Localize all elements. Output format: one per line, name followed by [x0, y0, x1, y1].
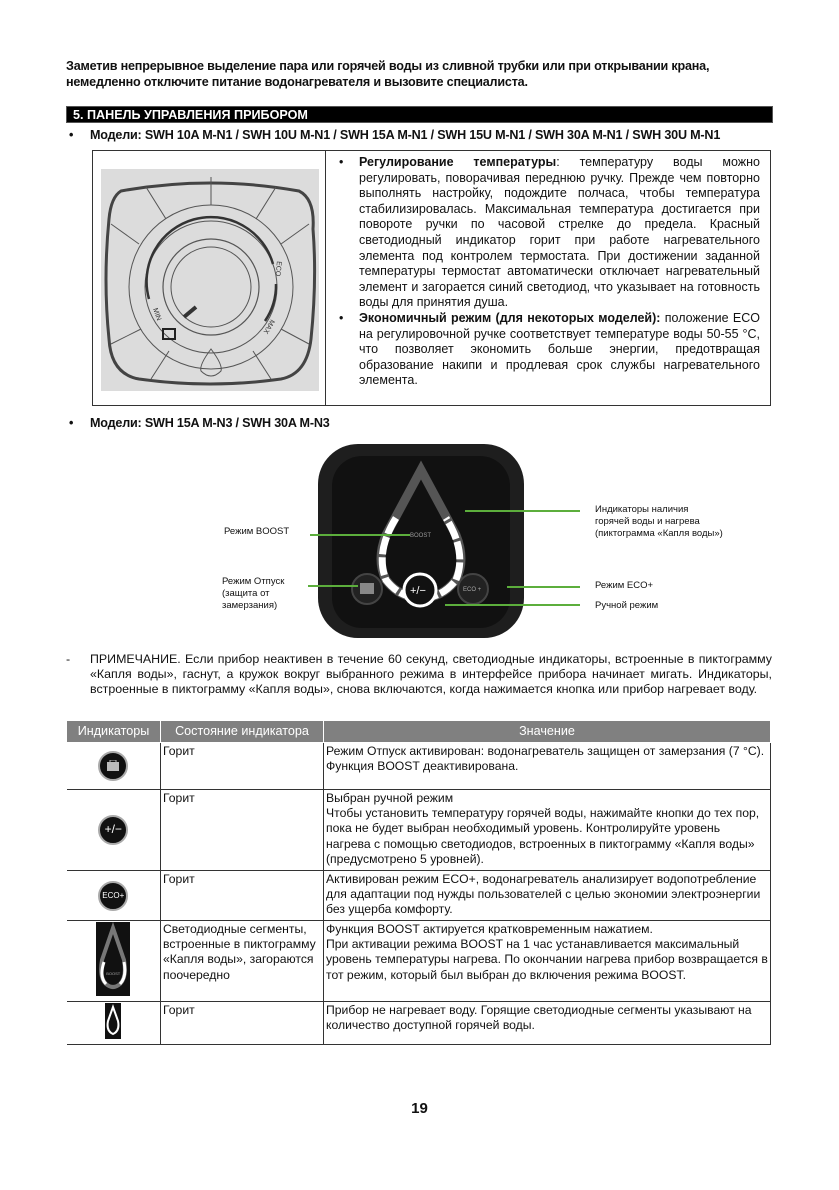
control-knob-image	[101, 169, 319, 391]
knob-min-label: MIN	[151, 307, 163, 322]
note: - ПРИМЕЧАНИЕ. Если прибор неактивен в течение 60 секунд, светодиодные индикаторы, встроенные в пиктограмму «Капля воды», гаснут, а кружок вокруг выбранного режима в интерфейсе прибора начинает мигать. Индикаторы, встроенные в пиктограмму «Капля воды», снова включаются, когда нажимается кнопка или прибор нагревает воду.	[66, 652, 772, 697]
bullet-eco: • Экономичный режим (для некоторых моделей): положение ECO на регулировочной ручке соответствует температуре воды 50-55 °C, что позволяет экономить больше энергии, предотвращая образование накипи и продлевая срок службы нагревательного элемента.	[335, 311, 760, 389]
water-drop-icon	[105, 1003, 121, 1039]
eco-plus-mode-label: Режим ECO+	[595, 580, 654, 591]
table-header: Индикаторы Состояние индикатора Значение	[67, 721, 771, 743]
manual-mode-label: Ручной режим	[595, 600, 659, 611]
boost-drop-icon: BOOST	[96, 922, 130, 996]
panel-plus-minus-text: +/−	[410, 585, 426, 597]
models-text: Модели: SWH 10A M-N1 / SWH 10U M-N1 / SWH 15A M-N1 / SWH 15U M-N1 / SWH 30A M-N1 / SWH 30U M-N1	[90, 128, 721, 142]
table-row: +/− Горит Выбран ручной режим Чтобы установить температуру горячей воды, нажимайте кнопки до тех пор, пока не будет выбран необходимый уровень. Контролируйте уровень нагрева с помощью светодиодов, встроенных в пиктограмму «Капля воды» (предусмотрено 5 уровней).	[67, 790, 771, 871]
table-row: BOOST Светодиодные сегменты, встроенные в пиктограмму «Капля воды», загораются поочередно Функция BOOST актируется кратковременным нажатием. При активации режима BOOST на 1 час устанавливается максимальный уровень температуры нагрева. По окончании нагрева прибор возвращается в тот режим, который был выбран до включения режима BOOST.	[67, 921, 771, 1002]
warning-text: Заметив непрерывное выделение пара или горячей воды из сливной трубки или при открывании крана, немедленно отключите питание водонагревателя и вызовите специалиста.	[66, 59, 710, 89]
table-row: Горит Прибор не нагревает воду. Горящие светодиодные сегменты указывают на количество доступной горячей воды.	[67, 1002, 771, 1045]
page-number: 19	[411, 1100, 428, 1117]
models-line-1: • Модели: SWH 10A M-N1 / SWH 10U M-N1 / SWH 15A M-N1 / SWH 15U M-N1 / SWH 30A M-N1 / SWH 30U M-N1	[69, 128, 721, 142]
hot-water-indicators-label: Индикаторы наличия горячей воды и нагрева (пиктограмма «Капля воды»)	[595, 504, 723, 539]
section-heading: 5. ПАНЕЛЬ УПРАВЛЕНИЯ ПРИБОРОМ	[66, 106, 773, 123]
plus-minus-icon: +/−	[98, 815, 128, 845]
panel-eco-text: ECO +	[463, 587, 482, 593]
boost-mode-label: Режим BOOST	[224, 526, 290, 537]
models-line-2: • Модели: SWH 15A M-N3 / SWH 30A M-N3	[69, 416, 330, 430]
control-panel-diagram	[200, 440, 723, 640]
bullet-temperature: • Регулирование температуры: температуру воды можно регулировать, поворачивая переднюю ручку. Прежде чем повторно выполнять настройку, подождите полчаса, чтобы температура стабилизировалась. Максимальная температура достигается при повороте ручки по часовой стрелке до предела. Красный светодиодный индикатор горит при работе нагревательного элемента под контролем термостата. При достижении заданной температуры термостат автоматически отключает нагревательный элемент и загорается синий светодиод, что указывает на готовность воды для принятия душа.	[335, 155, 760, 311]
indicators-table	[66, 720, 771, 1045]
models-text: Модели: SWH 15A M-N3 / SWH 30A M-N3	[90, 416, 330, 430]
vacation-icon	[98, 751, 128, 781]
eco-plus-icon: ECO+	[98, 881, 128, 911]
panel-boost-text: BOOST	[410, 533, 432, 539]
vacation-mode-label: Режим Отпуск (защита от замерзания)	[222, 576, 285, 611]
knob-panel-box	[92, 150, 771, 406]
knob-eco-label: ECO	[273, 260, 282, 277]
table-row: ECO+ Горит Активирован режим ECO+, водонагреватель анализирует водопотребление для адаптации под нужды пользователей с целью экономии электроэнергии без ущерба комфорту.	[67, 871, 771, 921]
knob-max-label: MAX	[261, 318, 276, 335]
table-row: Горит Режим Отпуск активирован: водонагреватель защищен от замерзания (7 °C). Функция BOOST деактивирована.	[67, 743, 771, 790]
